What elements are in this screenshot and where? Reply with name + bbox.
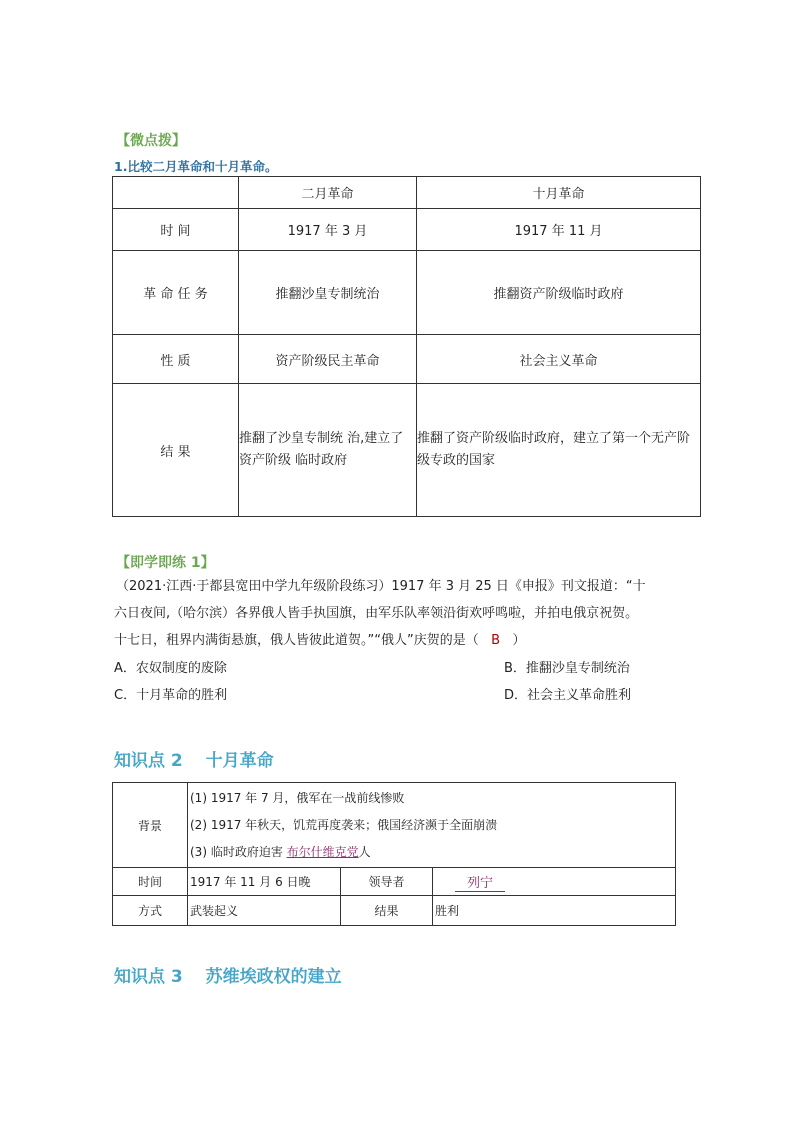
header-cell — [113, 177, 239, 209]
oct-cell: 1917 年 11 月 — [417, 209, 701, 251]
row-label: 时 间 — [113, 209, 239, 251]
table-header-row — [113, 177, 701, 209]
background-item-3-suffix: 人 — [358, 844, 371, 859]
time-value: 1917 年 11 月 6 日晚 — [188, 868, 341, 896]
question-line-3 — [114, 627, 714, 654]
table-row — [113, 868, 676, 896]
method-label: 方式 — [113, 896, 188, 926]
background-item-3-text: (3) 临时政府迫害 — [190, 844, 287, 859]
question-line-2: 六日夜间,（哈尔滨）各界俄人皆手执国旗，由军乐队率领沿街欢呼鸣啦，并拍电俄京祝贺。 — [114, 606, 639, 621]
result-label: 结果 — [341, 896, 433, 926]
question-line-1: （2021·江西·于都县宽田中学九年级阶段练习）1917 年 3 月 25 日《申报》刊文报道：“十 — [116, 579, 646, 594]
leader-value: 列宁 — [455, 872, 505, 892]
table-row — [113, 335, 701, 384]
section-3-heading: 知识点 3 苏维埃政权的建立 — [114, 967, 342, 987]
leader-label: 领导者 — [341, 868, 433, 896]
option-b: B．推翻沙皇专制统治 — [504, 661, 630, 676]
section-2-heading: 知识点 2 十月革命 — [114, 751, 274, 771]
background-items — [188, 783, 676, 868]
table-row — [113, 209, 701, 251]
comparison-table — [112, 176, 701, 517]
table-row — [113, 896, 676, 926]
time-label: 时间 — [113, 868, 188, 896]
background-label: 背景 — [113, 783, 188, 868]
feb-cell: 推翻了沙皇专制统 治,建立了资产阶级 临时政府 — [239, 384, 417, 517]
oct-cell: 社会主义革命 — [417, 335, 701, 384]
row-label: 性 质 — [113, 335, 239, 384]
october-revolution-table — [112, 782, 676, 926]
feb-cell: 资产阶级民主革命 — [239, 335, 417, 384]
table-row — [113, 384, 701, 517]
compare-title: 1.比较二月革命和十月革命。 — [114, 159, 278, 174]
answer-letter: B — [491, 633, 501, 648]
background-item-1: (1) 1917 年 7 月，俄军在一战前线惨败 — [190, 790, 405, 805]
option-a: A．农奴制度的废除 — [114, 661, 227, 676]
background-item-2: (2) 1917 年秋天，饥荒再度袭来；俄国经济濒于全面崩溃 — [190, 817, 498, 832]
bolshevik-highlight: 布尔什维克党 — [286, 844, 359, 859]
feb-cell: 推翻沙皇专制统治 — [239, 251, 417, 335]
question-line-3-text: 十七日，租界内满街悬旗，俄人皆彼此道贺。”“俄人”庆贺的是（ — [114, 633, 479, 648]
header-cell: 二月革命 — [239, 177, 417, 209]
option-d: D．社会主义革命胜利 — [504, 688, 632, 703]
oct-cell: 推翻了资产阶级临时政府，建立了第一个无产阶级专政的国家 — [417, 384, 701, 517]
feb-cell: 1917 年 3 月 — [239, 209, 417, 251]
header-cell: 十月革命 — [417, 177, 701, 209]
table-row — [113, 251, 701, 335]
method-value: 武装起义 — [188, 896, 341, 926]
background-row — [113, 783, 676, 868]
result-value: 胜利 — [433, 896, 676, 926]
row-label: 革 命 任 务 — [113, 251, 239, 335]
practice-heading: 【即学即练 1】 — [116, 555, 215, 571]
option-c: C．十月革命的胜利 — [114, 688, 228, 703]
row-label: 结 果 — [113, 384, 239, 517]
leader-cell — [433, 868, 676, 896]
background-item-3 — [190, 839, 673, 866]
question-line-3-close: ） — [512, 633, 526, 648]
oct-cell: 推翻资产阶级临时政府 — [417, 251, 701, 335]
weidianbo-heading: 【微点拨】 — [116, 133, 186, 149]
